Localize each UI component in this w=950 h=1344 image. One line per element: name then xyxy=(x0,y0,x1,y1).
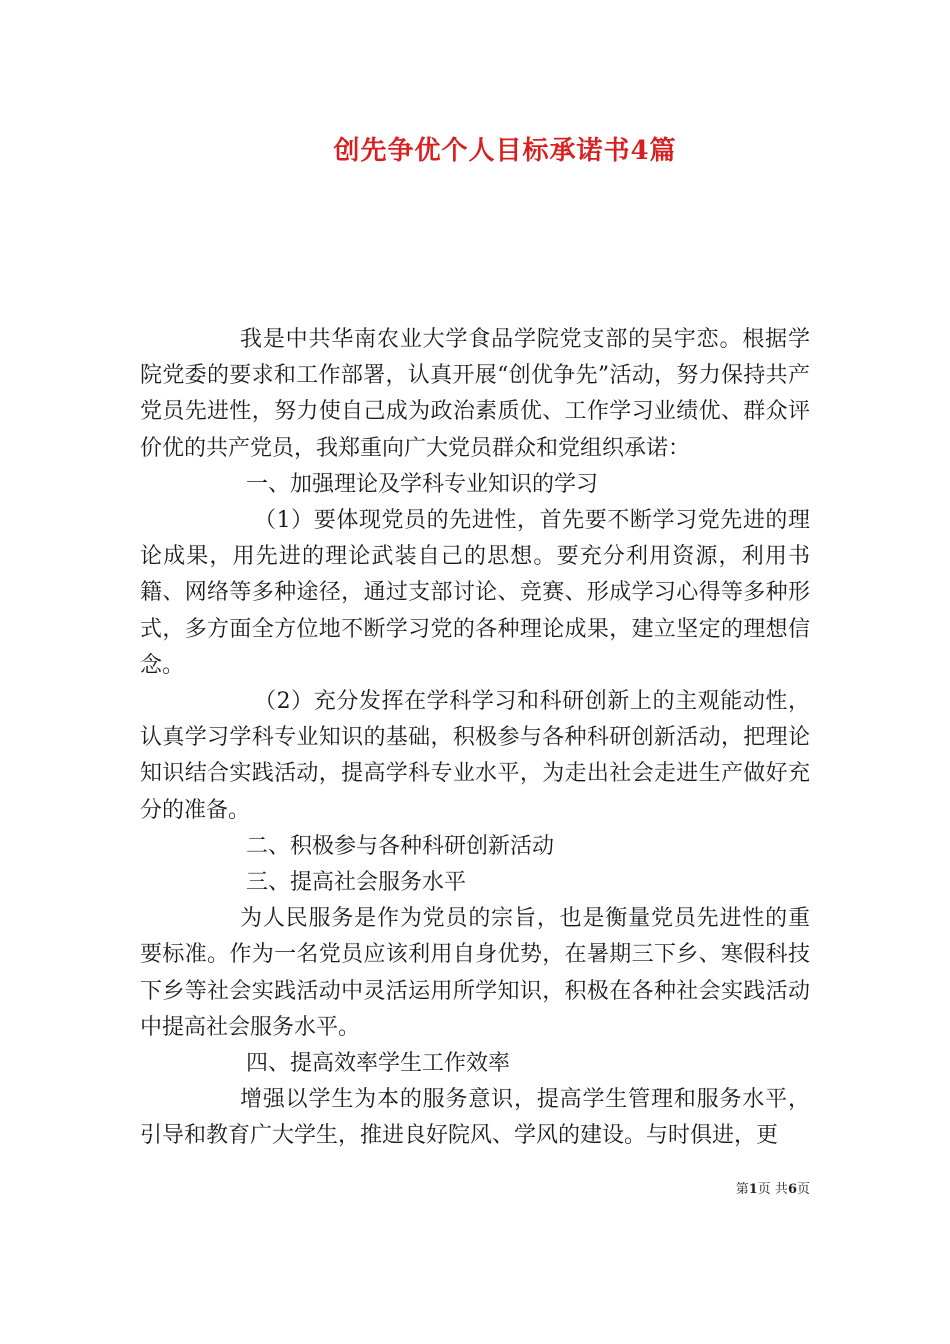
section-heading-1: 一、加强理论及学科专业知识的学习 xyxy=(246,471,599,497)
paragraph-efficiency: 增强以学生为本的服务意识，提高学生管理和服务水平，引导和教育广大学生，推进良好院风、学风的建设。与时俱进，更 xyxy=(140,1087,810,1149)
paragraph-item-2: （2）充分发挥在学科学习和科研创新上的主观能动性，认真学习学科专业知识的基础，积极参与各种科研创新活动，把理论知识结合实践活动，提高学科专业水平，为走出社会走进生产做好充分的准备。 xyxy=(140,689,810,823)
paragraph-item-1: （1）要体现党员的先进性，首先要不断学习党先进的理论成果，用先进的理论武装自己的思想。要充分利用资源，利用书籍、网络等多种途径，通过支部讨论、竞赛、形成学习心得等多种形式，多方面全方位地不断学习党的各种理论成果，建立坚定的理想信念。 xyxy=(140,508,810,678)
section-heading-2: 二、积极参与各种科研创新活动 xyxy=(246,833,555,859)
paragraph-intro: 我是中共华南农业大学食品学院党支部的吴宇恋。根据学院党委的要求和工作部署，认真开展“创优争先”活动，努力保持共产党员先进性，努力使自己成为政治素质优、工作学习业绩优、群众评价优的共产党员，我郑重向广大党员群众和党组织承诺： xyxy=(140,327,810,461)
footer-prefix: 第 xyxy=(735,1182,749,1197)
document-body xyxy=(140,322,810,1155)
footer-suffix: 页 xyxy=(796,1182,810,1197)
footer-middle: 页 共 xyxy=(757,1182,788,1197)
page-number-footer xyxy=(718,1178,810,1197)
section-heading-4: 四、提高效率学生工作效率 xyxy=(246,1051,511,1077)
footer-current-page: 1 xyxy=(748,1182,758,1197)
paragraph-service: 为人民服务是作为党员的宗旨，也是衡量党员先进性的重要标准。作为一名党员应该利用自身优势，在暑期三下乡、寒假科技下乡等社会实践活动中灵活运用所学知识，积极在各种社会实践活动中提高社会服务水平。 xyxy=(140,906,810,1040)
footer-total-pages: 6 xyxy=(787,1182,797,1197)
section-heading-3: 三、提高社会服务水平 xyxy=(246,870,467,896)
document-title: 创先争优个人目标承诺书4篇 xyxy=(333,136,677,166)
